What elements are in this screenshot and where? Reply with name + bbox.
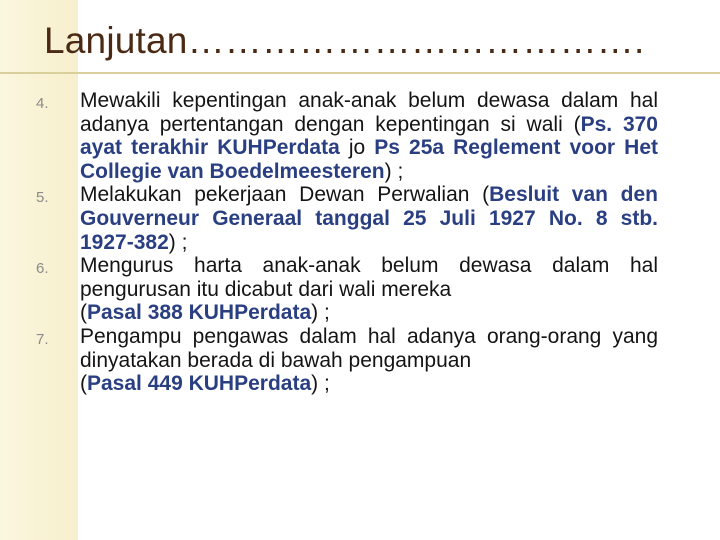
list-item-6	[36, 254, 658, 325]
item-text: (	[80, 301, 87, 325]
item-text: (	[80, 372, 87, 396]
item-text: Mengurus harta anak-anak belum dewasa dalam hal pengurusan itu dicabut dari wali mereka	[80, 254, 658, 301]
list-number: 4.	[36, 95, 49, 112]
list-item-4	[36, 89, 658, 183]
item-text: ) ;	[311, 301, 330, 325]
legal-reference: Pasal 388 KUHPerdata	[87, 301, 312, 325]
list-number: 6.	[36, 260, 49, 278]
item-text: ) ;	[311, 372, 330, 396]
list-item-7	[36, 324, 658, 396]
item-text: Mewakili kepentingan anak-anak belum dewasa dalam hal adanya pertentangan dengan kepentingan si wali (	[80, 89, 658, 136]
legal-reference: Ps. 370 ayat terakhir KUHPerdata	[80, 112, 658, 160]
numbered-list	[36, 89, 659, 396]
legal-reference: Ps 25a Reglement voor Het Collegie van Boedelmeesteren	[80, 136, 658, 183]
item-text: Pengampu pengawas dalam hal adanya orang-orang yang dinyatakan berada di bawah pengampuan	[80, 324, 658, 372]
slide-title: Lanjutan……………………………….	[44, 20, 645, 61]
item-text: ) ;	[384, 159, 404, 183]
list-number: 7.	[36, 330, 49, 348]
item-text: ) ;	[168, 230, 188, 254]
title-underline	[0, 72, 720, 74]
legal-reference: Besluit van den Gouverneur Generaal tanggal 25 Juli 1927 No. 8 stb. 1927-382	[80, 183, 659, 254]
list-number: 5.	[36, 189, 49, 207]
legal-reference: Pasal 449 KUHPerdata	[87, 372, 312, 396]
list-item-5	[36, 183, 659, 254]
item-text: Melakukan pekerjaan Dewan Perwalian (	[80, 183, 490, 207]
item-text: jo	[339, 136, 375, 160]
